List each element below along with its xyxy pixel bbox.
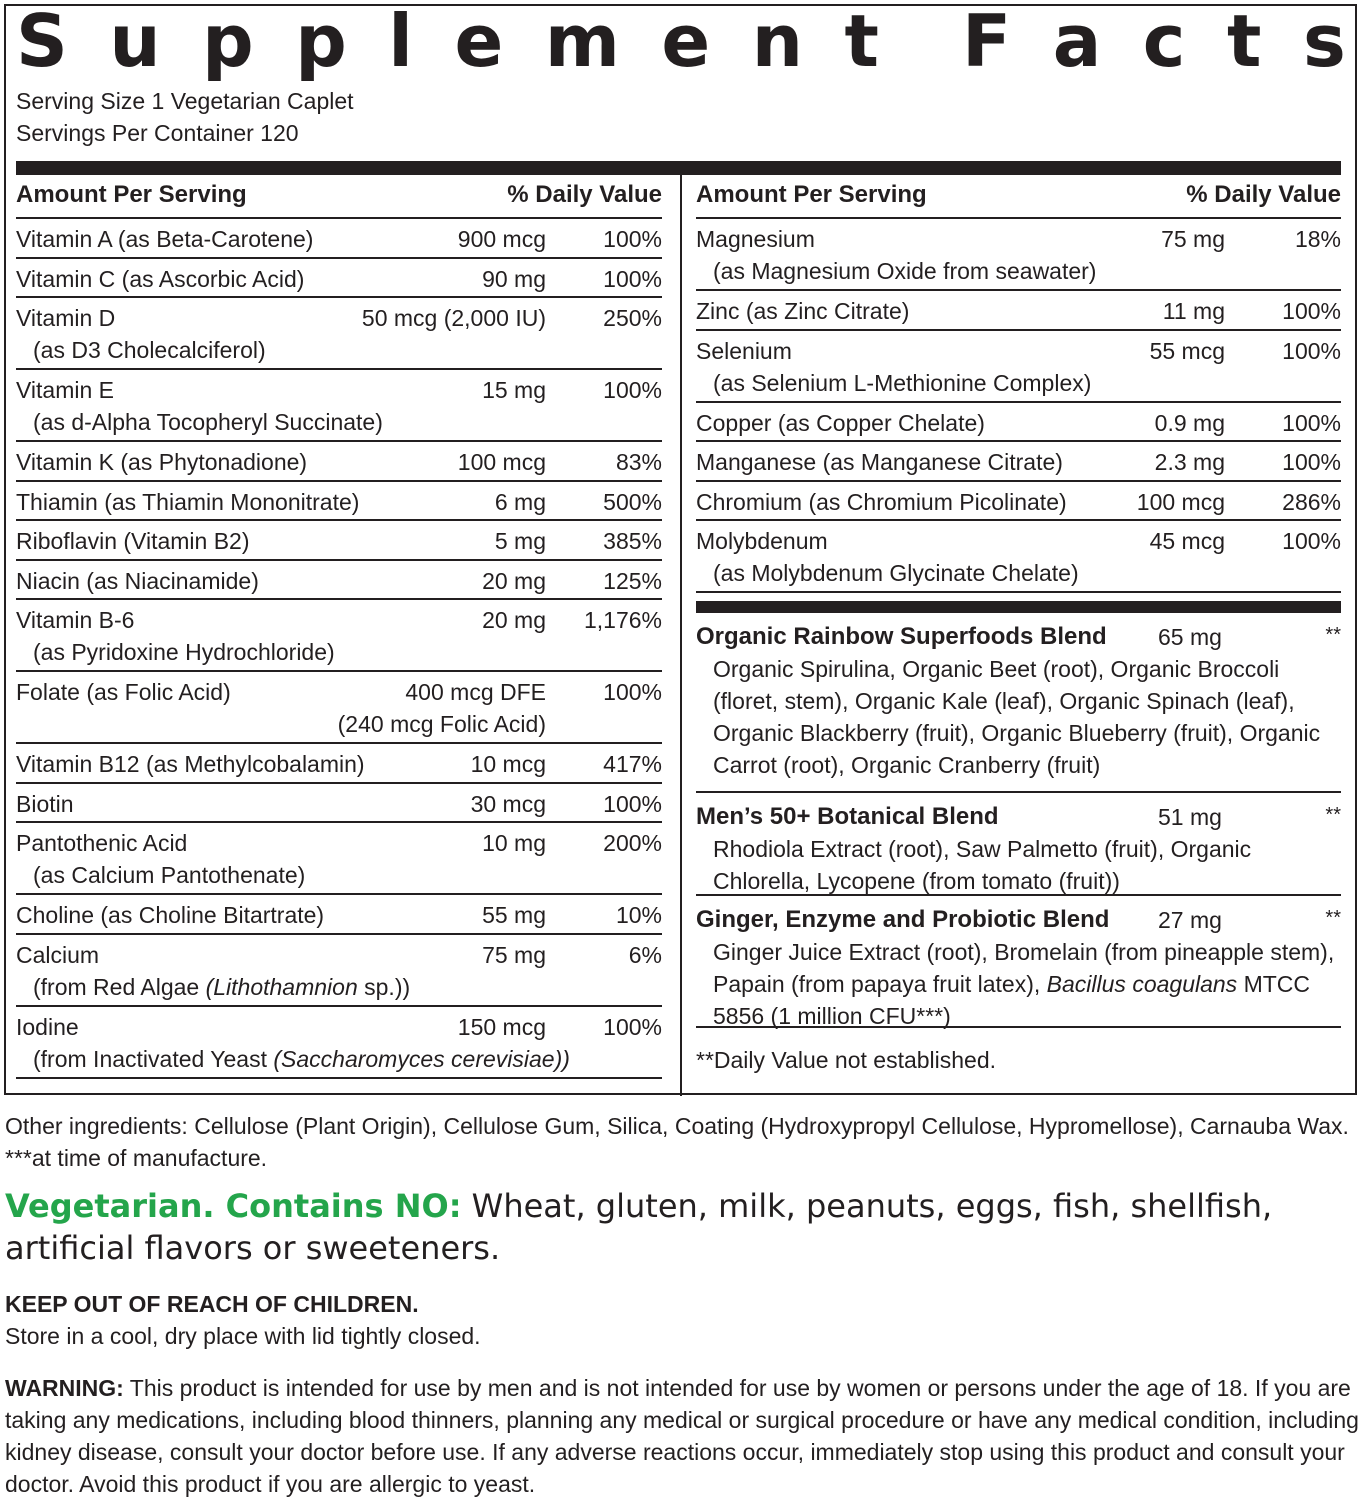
nutrient-name: Manganese (as Manganese Citrate): [696, 449, 1063, 475]
blend-daily-value: **: [1325, 624, 1341, 646]
nutrient-daily-value: 200%: [603, 830, 662, 856]
nutrient-source: (as D3 Cholecalciferol): [33, 337, 266, 363]
nutrient-row: [16, 442, 662, 482]
nutrient-daily-value: 6%: [628, 941, 662, 968]
blend-amount: 27 mg: [1158, 907, 1222, 933]
storage-text: Store in a cool, dry place with lid tightly closed.: [5, 1323, 481, 1349]
nutrient-row: [696, 442, 1341, 482]
nutrient-daily-value: 417%: [603, 751, 662, 777]
blend-ingredient-line: Organic Blackberry (fruit), Organic Blueberry (fruit), Organic: [713, 720, 1321, 746]
right-column: [696, 175, 1341, 1028]
blend-ingredient-line: 5856 (1 million CFU***): [713, 1003, 951, 1029]
nutrient-amount: 15 mg: [482, 377, 546, 403]
nutrient-name: Calcium: [16, 941, 100, 968]
title-letter: t: [1227, 0, 1262, 83]
nutrient-daily-value: 1,176%: [583, 607, 662, 633]
nutrient-source: (as Pyridoxine Hydrochloride): [33, 639, 335, 665]
blend-ingredient-line: Rhodiola Extract (root), Saw Palmetto (fruit), Organic: [713, 836, 1252, 862]
nutrient-row: [16, 259, 662, 299]
nutrient-source: [33, 1043, 570, 1075]
nutrient-amount: 20 mg: [482, 607, 546, 633]
title-letter: s: [1302, 0, 1346, 83]
nutrient-amount: 75 mg: [1161, 226, 1225, 252]
nutrient-name: Iodine: [16, 1013, 79, 1040]
nutrient-row: [16, 298, 662, 370]
daily-value-note: **Daily Value not established.: [696, 1047, 997, 1073]
nutrient-name: Molybdenum: [696, 528, 828, 554]
nutrient-source: (as Magnesium Oxide from seawater): [713, 258, 1097, 284]
nutrient-name: Vitamin A (as Beta-Carotene): [16, 226, 314, 252]
nutrient-row: [16, 521, 662, 561]
title-letter: e: [454, 0, 504, 83]
nutrient-source: [33, 971, 410, 1003]
blend-amount: 65 mg: [1158, 624, 1222, 650]
blend-daily-value: **: [1325, 907, 1341, 929]
nutrient-name: Thiamin (as Thiamin Mononitrate): [16, 488, 360, 515]
serving-size: Serving Size 1 Vegetarian Caplet: [16, 88, 354, 114]
source-species: (Saccharomyces cerevisiae)): [273, 1045, 570, 1072]
nutrient-row: [16, 219, 662, 259]
nutrient-name: Folate (as Folic Acid): [16, 679, 231, 705]
blend-name: Ginger, Enzyme and Probiotic Blend: [696, 906, 1110, 933]
nutrient-amount: 10 mg: [482, 830, 546, 856]
nutrient-source: (as Calcium Pantothenate): [33, 862, 306, 888]
title-letter: l: [388, 0, 413, 83]
right-column-header: [696, 175, 1341, 219]
blend-name: Organic Rainbow Superfoods Blend: [696, 623, 1107, 650]
nutrient-amount: 75 mg: [482, 941, 546, 968]
proprietary-blend: [696, 793, 1341, 896]
nutrient-amount: 90 mg: [482, 265, 546, 292]
blend-ingredient-text: MTCC: [1237, 971, 1311, 997]
title-letter: p: [202, 0, 254, 83]
nutrient-name: Vitamin D: [16, 305, 116, 331]
blend-ingredients: [713, 653, 1341, 781]
nutrient-daily-value: 100%: [1282, 528, 1341, 554]
nutrient-amount: 50 mcg (2,000 IU): [361, 305, 546, 331]
nutrient-row: [16, 895, 662, 935]
other-ingredients: [5, 1110, 1349, 1174]
nutrient-daily-value: 250%: [603, 305, 662, 331]
thick-divider: [16, 161, 1341, 175]
title-letter: m: [544, 0, 620, 83]
nutrient-name: Niacin (as Niacinamide): [16, 567, 259, 594]
nutrient-amount: 55 mcg: [1149, 337, 1225, 364]
nutrient-name: Magnesium: [696, 226, 815, 252]
nutrient-row: [696, 403, 1341, 443]
nutrient-daily-value: 100%: [603, 226, 662, 252]
nutrient-amount: 11 mg: [1162, 298, 1225, 324]
vegetarian-statement: [5, 1185, 1360, 1269]
nutrient-source: (as d-Alpha Tocopheryl Succinate): [33, 409, 383, 435]
nutrient-row: [16, 600, 662, 672]
nutrient-daily-value: 385%: [603, 528, 662, 554]
vegetarian-text: Wheat, gluten, milk, peanuts, eggs, fish, shellfish, artificial flavors or sweeteners.: [5, 1187, 1273, 1267]
proprietary-blend: [696, 613, 1341, 793]
blend-divider: [696, 601, 1341, 613]
nutrient-daily-value: 100%: [603, 679, 662, 705]
nutrient-daily-value: 100%: [1282, 409, 1341, 436]
nutrient-amount: 900 mcg: [457, 226, 546, 252]
warning-block: [5, 1372, 1360, 1500]
nutrient-daily-value: 286%: [1282, 488, 1341, 515]
amount-per-serving-label: Amount Per Serving: [696, 181, 927, 208]
nutrient-name: Vitamin K (as Phytonadione): [16, 449, 308, 475]
blend-ingredient-text: Papain (from papaya fruit latex),: [713, 971, 1047, 997]
title-letter: c: [1142, 0, 1186, 83]
title-letter: a: [1052, 0, 1102, 83]
nutrient-row: [16, 1007, 662, 1079]
nutrient-daily-value: 100%: [603, 265, 662, 292]
source-text: sp.)): [357, 973, 411, 1000]
nutrient-row: [16, 935, 662, 1007]
blend-ingredient-line: Ginger Juice Extract (root), Bromelain (from pineapple stem),: [713, 939, 1335, 965]
daily-value-label: % Daily Value: [1186, 181, 1341, 208]
title-letter: e: [661, 0, 711, 83]
nutrient-row: [16, 744, 662, 784]
nutrient-daily-value: 100%: [1282, 298, 1341, 324]
warning-label: WARNING:: [5, 1375, 124, 1401]
blend-ingredient-line: (floret, stem), Organic Kale (leaf), Organic Spinach (leaf),: [713, 688, 1295, 714]
nutrient-amount: 30 mcg: [470, 790, 546, 817]
source-text: (from Inactivated Yeast: [33, 1045, 274, 1072]
manufacture-note: ***at time of manufacture.: [5, 1145, 268, 1171]
title-letter: t: [844, 0, 879, 83]
left-column: [16, 175, 662, 1079]
nutrient-row: [696, 291, 1341, 331]
blend-ingredient-line: Carrot (root), Organic Cranberry (fruit): [713, 752, 1101, 778]
panel-title: [16, 0, 1346, 83]
nutrient-row: [16, 672, 662, 744]
nutrient-row: [696, 331, 1341, 403]
other-ingredients-text: Other ingredients: Cellulose (Plant Origin), Cellulose Gum, Silica, Coating (Hydroxypropyl Cellulose, Hypromellose), Carnauba Wax.: [5, 1113, 1349, 1139]
nutrient-amount: 0.9 mg: [1154, 409, 1225, 436]
nutrient-source: (as Selenium L-Methionine Complex): [713, 369, 1092, 396]
nutrient-amount: 45 mcg: [1149, 528, 1225, 554]
amount-per-serving-label: Amount Per Serving: [16, 181, 247, 208]
nutrient-daily-value: 100%: [1282, 337, 1341, 364]
nutrient-row: [16, 561, 662, 601]
nutrient-name: Copper (as Copper Chelate): [696, 409, 985, 436]
nutrient-row: [16, 482, 662, 522]
nutrient-daily-value: 100%: [1282, 449, 1341, 475]
nutrient-daily-value: 100%: [603, 1013, 662, 1040]
nutrient-daily-value: 500%: [603, 488, 662, 515]
nutrient-name: Choline (as Choline Bitartrate): [16, 902, 325, 928]
nutrient-daily-value: 100%: [603, 790, 662, 817]
nutrient-daily-value: 125%: [603, 567, 662, 594]
nutrient-amount: 10 mcg: [470, 751, 546, 777]
blend-daily-value: **: [1325, 804, 1341, 826]
vegetarian-lead: Vegetarian. Contains NO:: [5, 1187, 462, 1225]
nutrient-name: Riboflavin (Vitamin B2): [16, 528, 250, 554]
nutrient-daily-value: 10%: [615, 902, 662, 928]
probiotic-species: Bacillus coagulans: [1046, 971, 1238, 997]
nutrient-name: Pantothenic Acid: [16, 830, 188, 856]
nutrient-row: [696, 482, 1341, 522]
daily-value-label: % Daily Value: [507, 181, 662, 208]
nutrient-name: Vitamin B12 (as Methylcobalamin): [16, 751, 365, 777]
proprietary-blend: [696, 896, 1341, 1028]
nutrient-source: (as Molybdenum Glycinate Chelate): [713, 560, 1079, 586]
nutrient-amount: 6 mg: [494, 488, 546, 515]
nutrient-name: Biotin: [16, 790, 74, 817]
title-letter: u: [109, 0, 161, 83]
blend-amount: 51 mg: [1158, 804, 1222, 830]
source-species: (Lithothamnion: [205, 973, 358, 1000]
nutrient-row: [16, 370, 662, 442]
storage-block: [5, 1288, 481, 1352]
nutrient-row: [696, 219, 1341, 291]
nutrient-amount: 55 mg: [482, 902, 546, 928]
nutrient-daily-value: 18%: [1294, 226, 1341, 252]
nutrient-amount: 100 mcg: [457, 449, 546, 475]
nutrient-row: [696, 521, 1341, 593]
blend-ingredient-line: Chlorella, Lycopene (from tomato (fruit)): [713, 868, 1120, 894]
nutrient-amount: 150 mcg: [457, 1013, 546, 1040]
nutrient-row: [16, 823, 662, 895]
nutrient-name: Selenium: [696, 337, 792, 364]
column-separator: [680, 175, 682, 1096]
warning-text: This product is intended for use by men and is not intended for use by women or persons under the age of 18. If you are taking any medications, including blood thinners, planning any medical or surgical procedure or have any medical condition, including kidney disease, consult your doctor before use. If any adverse reactions occur, immediately stop using this product and consult your doctor. Avoid this product if you are allergic to yeast.: [5, 1375, 1359, 1497]
title-letter: p: [295, 0, 347, 83]
nutrient-amount: 5 mg: [494, 528, 546, 554]
nutrient-amount: 100 mcg: [1136, 488, 1225, 515]
nutrient-name: Vitamin C (as Ascorbic Acid): [16, 265, 305, 292]
title-letter: S: [16, 0, 68, 83]
nutrient-row: [16, 784, 662, 824]
nutrient-name: Zinc (as Zinc Citrate): [696, 298, 910, 324]
blend-name: Men’s 50+ Botanical Blend: [696, 803, 999, 830]
nutrient-amount-detail: (240 mcg Folic Acid): [337, 711, 546, 737]
servings-per-container: Servings Per Container 120: [16, 120, 299, 146]
nutrient-daily-value: 83%: [615, 449, 662, 475]
nutrient-name: Vitamin E: [16, 377, 115, 403]
nutrient-amount: 400 mcg DFE: [405, 679, 546, 705]
nutrient-daily-value: 100%: [603, 377, 662, 403]
blend-ingredient-line: [713, 968, 1341, 1000]
title-letter: n: [751, 0, 804, 83]
title-letter: F: [961, 0, 1012, 83]
blend-ingredients: [713, 936, 1341, 1032]
nutrient-amount: 2.3 mg: [1154, 449, 1225, 475]
blend-ingredients: [713, 833, 1341, 897]
nutrient-amount: 20 mg: [482, 567, 546, 594]
keep-out-warning: KEEP OUT OF REACH OF CHILDREN.: [5, 1291, 419, 1317]
source-text: (from Red Algae: [33, 973, 206, 1000]
nutrient-name: Chromium (as Chromium Picolinate): [696, 488, 1067, 515]
blend-ingredient-line: Organic Spirulina, Organic Beet (root), Organic Broccoli: [713, 656, 1280, 682]
nutrient-name: Vitamin B-6: [16, 607, 135, 633]
left-column-header: [16, 175, 662, 219]
